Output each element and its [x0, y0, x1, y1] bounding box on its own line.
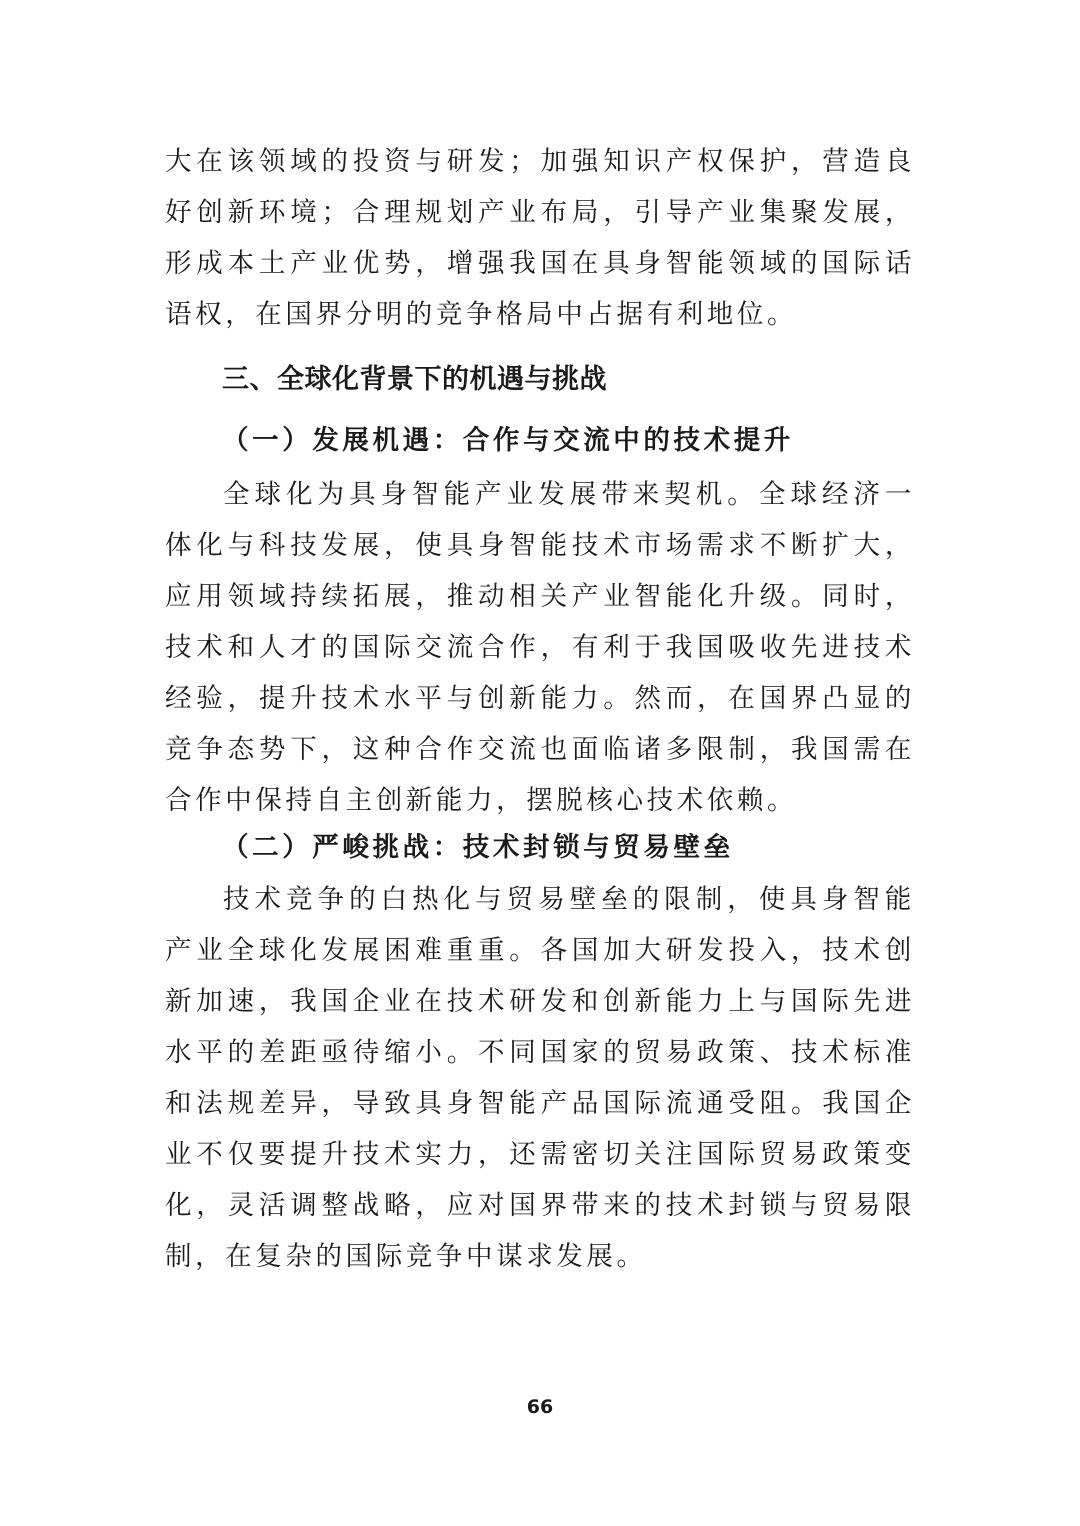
subsection-heading-challenges: （二）严峻挑战：技术封锁与贸易壁垒	[222, 832, 734, 863]
subsection-body-opportunities: 全球化为具身智能产业发展带来契机。全球经济一体化与科技发展，使具身智能技术市场需求不断扩大，应用领域持续拓展，推动相关产业智能化升级。同时，技术和人才的国际交流合作，有利于我国吸收先进技术经验，提升技术水平与创新能力。然而，在国界凸显的竞争态势下，这种合作交流也面临诸多限制，我国需在合作中保持自主创新能力，摆脱核心技术依赖。	[165, 479, 915, 816]
subsection-heading-opportunities: （一）发展机遇：合作与交流中的技术提升	[222, 425, 794, 456]
subsection-body-challenges: 技术竞争的白热化与贸易壁垒的限制，使具身智能产业全球化发展困难重重。各国加大研发投入，技术创新加速，我国企业在技术研发和创新能力上与国际先进水平的差距亟待缩小。不同国家的贸易政策、技术标准和法规差异，导致具身智能产品国际流通受阻。我国企业不仅要提升技术实力，还需密切关注国际贸易政策变化，灵活调整战略，应对国界带来的技术封锁与贸易限制，在复杂的国际竞争中谋求发展。	[165, 884, 915, 1272]
continued-paragraph: 大在该领域的投资与研发；加强知识产权保护，营造良好创新环境；合理规划产业布局，引导产业集聚发展，形成本土产业优势，增强我国在具身智能领域的国际话语权，在国界分明的竞争格局中占据有利地位。	[165, 146, 915, 330]
section-heading: 三、全球化背景下的机遇与挑战	[222, 364, 607, 395]
page-number: 66	[526, 1396, 554, 1418]
